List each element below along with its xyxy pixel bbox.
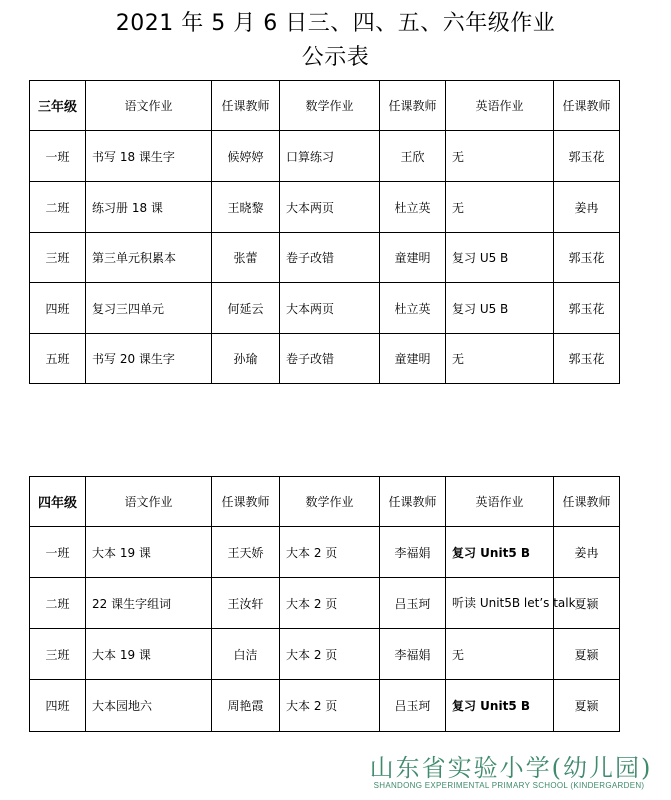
header-english: 英语作业 [446, 477, 554, 527]
english-teacher: 夏颍 [554, 680, 620, 732]
english-teacher: 姜冉 [554, 182, 620, 233]
chinese-homework: 练习册 18 课 [86, 182, 212, 233]
english-teacher: 姜冉 [554, 527, 620, 578]
class-name: 一班 [30, 527, 86, 578]
english-homework: 复习 Unit5 B [446, 527, 554, 578]
math-homework: 大本 2 页 [280, 578, 380, 629]
math-teacher: 李福娟 [380, 629, 446, 680]
english-homework: 复习 Unit5 B [446, 680, 554, 732]
table-row [30, 334, 620, 384]
header-teacher: 任课教师 [554, 81, 620, 131]
table-row [30, 629, 620, 680]
class-name: 五班 [30, 334, 86, 384]
table-row [30, 578, 620, 629]
table-row [30, 131, 620, 182]
table-row [30, 283, 620, 334]
math-teacher: 吕玉珂 [380, 680, 446, 732]
english-homework: 无 [446, 182, 554, 233]
document-title: 2021 年 5 月 6 日三、四、五、六年级作业 [115, 11, 556, 36]
math-teacher: 童建明 [380, 334, 446, 384]
chinese-teacher: 王汝轩 [212, 578, 280, 629]
class-name: 一班 [30, 131, 86, 182]
chinese-homework: 22 课生字组词 [86, 578, 212, 629]
math-teacher: 李福娟 [380, 527, 446, 578]
document-subtitle: 公示表 [301, 45, 370, 70]
chinese-homework: 书写 20 课生字 [86, 334, 212, 384]
grade3-homework-table [29, 80, 620, 384]
english-teacher: 郭玉花 [554, 283, 620, 334]
chinese-teacher: 白洁 [212, 629, 280, 680]
grade-label: 三年级 [30, 81, 86, 131]
class-name: 二班 [30, 182, 86, 233]
math-homework: 大本两页 [280, 182, 380, 233]
header-math: 数学作业 [280, 81, 380, 131]
english-homework: 无 [446, 629, 554, 680]
header-teacher: 任课教师 [380, 81, 446, 131]
english-homework: 复习 U5 B [446, 233, 554, 283]
header-english: 英语作业 [446, 81, 554, 131]
chinese-teacher: 孙瑜 [212, 334, 280, 384]
english-homework: 无 [446, 334, 554, 384]
math-homework: 大本两页 [280, 283, 380, 334]
math-homework: 卷子改错 [280, 334, 380, 384]
english-teacher: 郭玉花 [554, 233, 620, 283]
header-chinese: 语文作业 [86, 81, 212, 131]
english-homework: 听读 Unit5B let’s talk [446, 578, 554, 629]
grade4-homework-table [29, 476, 620, 732]
chinese-teacher: 周艳霞 [212, 680, 280, 732]
class-name: 四班 [30, 283, 86, 334]
chinese-teacher: 王晓黎 [212, 182, 280, 233]
english-homework: 复习 U5 B [446, 283, 554, 334]
english-teacher: 夏颍 [554, 629, 620, 680]
class-name: 三班 [30, 629, 86, 680]
math-teacher: 王欣 [380, 131, 446, 182]
math-teacher: 杜立英 [380, 182, 446, 233]
header-teacher: 任课教师 [212, 477, 280, 527]
math-homework: 卷子改错 [280, 233, 380, 283]
chinese-homework: 书写 18 课生字 [86, 131, 212, 182]
math-homework: 大本 2 页 [280, 527, 380, 578]
table-row [30, 527, 620, 578]
math-homework: 口算练习 [280, 131, 380, 182]
header-teacher: 任课教师 [554, 477, 620, 527]
english-homework: 无 [446, 131, 554, 182]
chinese-homework: 第三单元积累本 [86, 233, 212, 283]
chinese-homework: 大本园地六 [86, 680, 212, 732]
header-teacher: 任课教师 [212, 81, 280, 131]
math-teacher: 童建明 [380, 233, 446, 283]
chinese-homework: 复习三四单元 [86, 283, 212, 334]
school-logo-english: SHANDONG EXPERIMENTAL PRIMARY SCHOOL (KINDERGARDEN) [373, 781, 645, 790]
header-chinese: 语文作业 [86, 477, 212, 527]
math-homework: 大本 2 页 [280, 629, 380, 680]
chinese-homework: 大本 19 课 [86, 629, 212, 680]
chinese-teacher: 何延云 [212, 283, 280, 334]
grade-label: 四年级 [30, 477, 86, 527]
chinese-teacher: 候婷婷 [212, 131, 280, 182]
chinese-teacher: 张蕾 [212, 233, 280, 283]
class-name: 三班 [30, 233, 86, 283]
header-math: 数学作业 [280, 477, 380, 527]
table-row [30, 182, 620, 233]
table-header-row [30, 81, 620, 131]
chinese-teacher: 王天娇 [212, 527, 280, 578]
english-teacher: 夏颍 [554, 578, 620, 629]
math-teacher: 杜立英 [380, 283, 446, 334]
class-name: 四班 [30, 680, 86, 732]
table-header-row [30, 477, 620, 527]
math-homework: 大本 2 页 [280, 680, 380, 732]
chinese-homework: 大本 19 课 [86, 527, 212, 578]
class-name: 二班 [30, 578, 86, 629]
english-teacher: 郭玉花 [554, 334, 620, 384]
math-teacher: 吕玉珂 [380, 578, 446, 629]
table-row [30, 233, 620, 283]
table-row [30, 680, 620, 732]
school-logo-chinese: 山东省实验小学(幼儿园) [369, 754, 653, 782]
english-teacher: 郭玉花 [554, 131, 620, 182]
header-teacher: 任课教师 [380, 477, 446, 527]
